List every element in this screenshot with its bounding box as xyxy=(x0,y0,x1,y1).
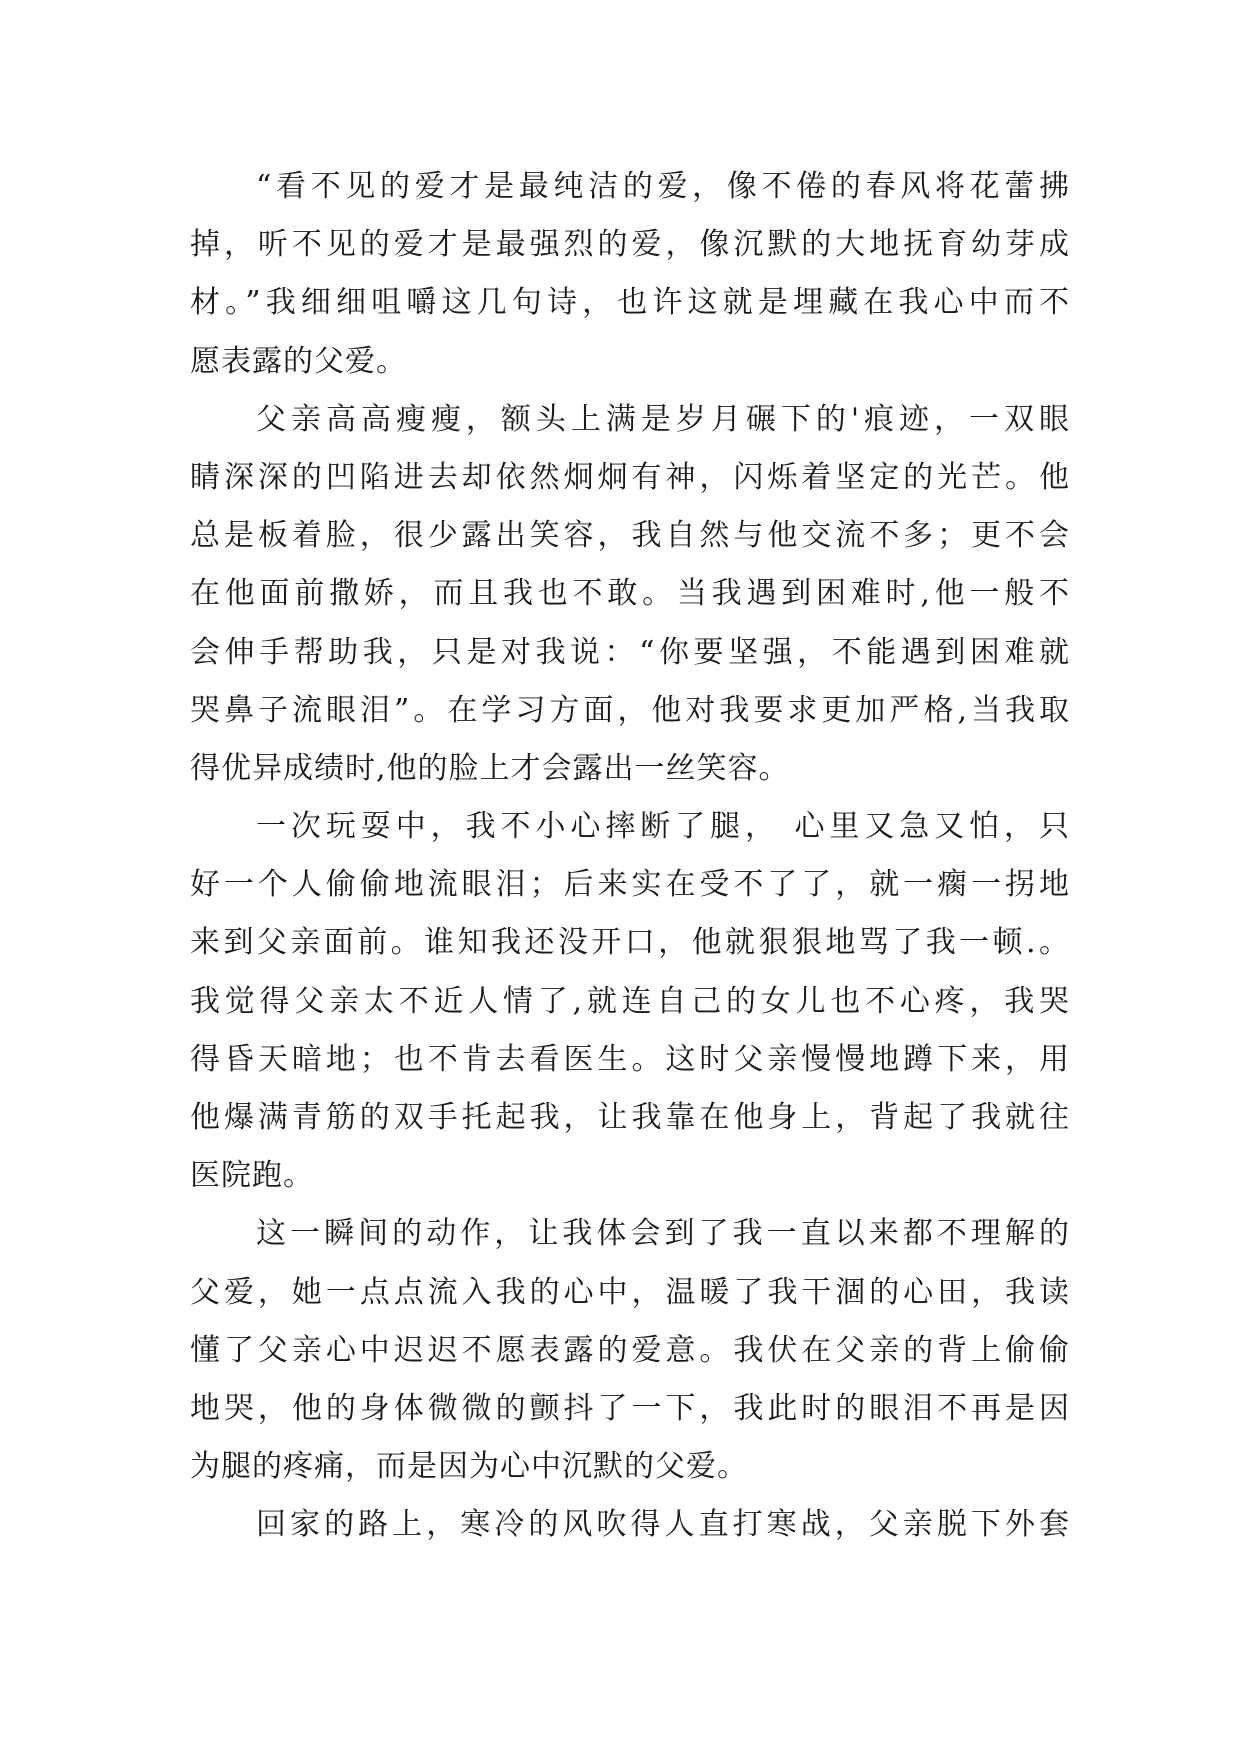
text-line: 我觉得父亲太不近人情了,就连自己的女儿也不心疼，我哭 xyxy=(190,983,1070,1019)
text-line: 哭鼻子流眼泪”。在学习方面，他对我要求更加严格,当我取 xyxy=(190,692,1070,728)
text-line: 材。”我细细咀嚼这几句诗，也许这就是埋藏在我心中而不 xyxy=(190,285,1070,321)
text-line: 为腿的疼痛，而是因为心中沉默的父爱。 xyxy=(190,1449,748,1485)
paragraph-1 xyxy=(190,158,1070,391)
paragraph-5 xyxy=(190,1496,1070,1554)
paragraph-2 xyxy=(190,391,1070,798)
text-line: 得优异成绩时,他的脸上才会露出一丝笑容。 xyxy=(190,750,790,786)
text-line: 在他面前撒娇，而且我也不敢。当我遇到困难时,他一般不 xyxy=(190,576,1070,612)
text-line: 一次玩耍中，我不小心摔断了腿， 心里又急又怕，只 xyxy=(256,809,1070,845)
text-line: 父爱，她一点点流入我的心中，温暖了我干涸的心田，我读 xyxy=(190,1274,1070,1310)
text-line: 懂了父亲心中迟迟不愿表露的爱意。我伏在父亲的背上偷偷 xyxy=(190,1332,1070,1368)
essay-body xyxy=(190,158,1070,1555)
text-line: 好一个人偷偷地流眼泪；后来实在受不了了，就一瘸一拐地 xyxy=(190,867,1070,903)
text-line: 这一瞬间的动作，让我体会到了我一直以来都不理解的 xyxy=(256,1216,1070,1252)
text-line: 父亲高高瘦瘦，额头上满是岁月碾下的'痕迹，一双眼 xyxy=(256,401,1070,437)
text-line: 掉，听不见的爱才是最强烈的爱，像沉默的大地抚育幼芽成 xyxy=(190,227,1070,263)
text-line: “看不见的爱才是最纯洁的爱，像不倦的春风将花蕾拂 xyxy=(256,169,1070,204)
text-line: 地哭，他的身体微微的颤抖了一下，我此时的眼泪不再是因 xyxy=(190,1390,1070,1426)
text-line: 总是板着脸，很少露出笑容，我自然与他交流不多；更不会 xyxy=(190,518,1070,554)
text-line: 会伸手帮助我，只是对我说：“你要坚强，不能遇到困难就 xyxy=(190,634,1070,670)
text-line: 愿表露的父爱。 xyxy=(190,343,407,379)
paragraph-3 xyxy=(190,798,1070,1205)
text-line: 睛深深的凹陷进去却依然炯炯有神，闪烁着坚定的光芒。他 xyxy=(190,459,1070,495)
paragraph-4 xyxy=(190,1205,1070,1496)
text-line: 医院跑。 xyxy=(190,1158,314,1194)
text-line: 回家的路上，寒冷的风吹得人直打寒战，父亲脱下外套 xyxy=(256,1507,1070,1543)
text-line: 得昏天暗地；也不肯去看医生。这时父亲慢慢地蹲下来，用 xyxy=(190,1041,1070,1077)
text-line: 他爆满青筋的双手托起我，让我靠在他身上，背起了我就往 xyxy=(190,1100,1070,1135)
text-line: 来到父亲面前。谁知我还没开口，他就狠狠地骂了我一顿.。 xyxy=(190,925,1070,961)
